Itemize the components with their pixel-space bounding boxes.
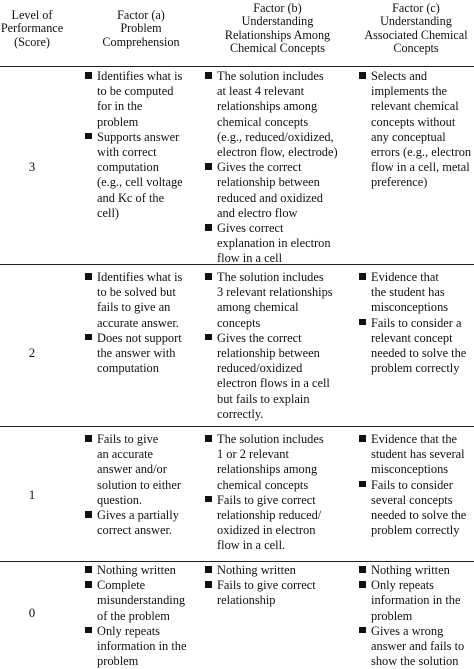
bullet-item bbox=[358, 563, 474, 578]
header-line: Level of bbox=[11, 8, 53, 22]
bullet-text-line: problem correctly bbox=[371, 361, 460, 376]
bullet-square-icon bbox=[85, 72, 92, 79]
bullet-text-line: Complete bbox=[97, 578, 146, 593]
bullet-text-line: answer and/or bbox=[97, 462, 167, 477]
header-line: Relationships Among bbox=[224, 27, 331, 42]
bullet-square-icon bbox=[85, 334, 92, 341]
bullet-text-line: (e.g., cell voltage bbox=[97, 175, 183, 190]
bullet-square-icon bbox=[359, 581, 366, 588]
bullet-text-line: any conceptual bbox=[371, 129, 446, 144]
bullet-text-line: problem bbox=[371, 608, 413, 623]
bullet-text-line: Does not support bbox=[97, 330, 182, 345]
bullet-text-line: needed to solve the bbox=[371, 508, 467, 523]
cell-factor-b bbox=[204, 563, 350, 609]
cell-factor-a bbox=[84, 270, 196, 376]
bullet-square-icon bbox=[359, 435, 366, 442]
bullet-item bbox=[358, 270, 474, 316]
cell-factor-c bbox=[358, 432, 474, 538]
bullet-text-line: computation bbox=[97, 361, 159, 376]
bullet-text-line: several concepts bbox=[371, 492, 453, 507]
bullet-text-line: cell) bbox=[97, 205, 120, 220]
bullet-text-line: relationship between bbox=[217, 346, 320, 361]
bullet-text-line: Gives the correct bbox=[217, 330, 302, 345]
bullet-text-line: information in the bbox=[371, 593, 461, 608]
bullet-item bbox=[204, 432, 350, 493]
bullet-square-icon bbox=[205, 334, 212, 341]
row-divider bbox=[0, 66, 474, 67]
bullet-square-icon bbox=[205, 72, 212, 79]
bullet-text-line: problem bbox=[97, 654, 139, 669]
bullet-text-line: misconceptions bbox=[371, 300, 449, 315]
bullet-text-line: problem correctly bbox=[371, 523, 460, 538]
bullet-square-icon bbox=[359, 481, 366, 488]
header-line: Factor (b) bbox=[253, 1, 302, 15]
header-line: Factor (c) bbox=[392, 1, 440, 15]
bullet-text-line: concepts without bbox=[371, 114, 456, 129]
bullet-text-line: relevant concept bbox=[371, 330, 453, 345]
bullet-text-line: relationships among bbox=[217, 99, 318, 114]
bullet-text-line: Evidence that bbox=[371, 270, 439, 284]
bullet-item bbox=[204, 270, 350, 331]
cell-factor-c bbox=[358, 563, 474, 669]
header-line: Problem bbox=[120, 21, 162, 36]
bullet-text-line: solution to either bbox=[97, 477, 181, 492]
bullet-text-line: Identifies what is bbox=[97, 270, 183, 284]
bullet-text-line: flow in a cell. bbox=[217, 538, 286, 553]
bullet-text-line: relationship bbox=[217, 593, 276, 608]
bullet-text-line: Identifies what is bbox=[97, 69, 183, 83]
bullet-item bbox=[204, 69, 350, 160]
bullet-text-line: 1 or 2 relevant bbox=[217, 447, 289, 462]
cell-factor-c bbox=[358, 69, 474, 191]
bullet-text-line: 3 relevant relationships bbox=[217, 285, 333, 300]
header-line: Chemical Concepts bbox=[229, 41, 326, 56]
header-line: Associated Chemical bbox=[364, 27, 468, 42]
bullet-text-line: concepts bbox=[217, 315, 261, 330]
bullet-text-line: Nothing written bbox=[97, 563, 176, 577]
bullet-item bbox=[84, 331, 196, 377]
bullet-text-line: Fails to give correct bbox=[217, 578, 316, 593]
score-value: 1 bbox=[28, 487, 36, 502]
bullet-text-line: Only repeats bbox=[371, 578, 434, 593]
bullet-text-line: Fails to give correct bbox=[217, 492, 316, 507]
bullet-text-line: Gives a wrong bbox=[371, 623, 444, 638]
header-line: Performance bbox=[0, 21, 64, 36]
bullet-text-line: relevant chemical bbox=[371, 99, 459, 114]
bullet-text-line: of the problem bbox=[97, 608, 170, 623]
bullet-text-line: to be computed bbox=[97, 84, 174, 99]
bullet-text-line: implements the bbox=[371, 84, 448, 99]
bullet-text-line: reduced/oxidized bbox=[217, 361, 303, 376]
bullet-text-line: the student has bbox=[371, 285, 445, 300]
bullet-text-line: student has several bbox=[371, 447, 465, 462]
bullet-item bbox=[84, 69, 196, 130]
bullet-text-line: oxidized in electron bbox=[217, 523, 316, 538]
bullet-square-icon bbox=[205, 163, 212, 170]
bullet-text-line: fails to give an bbox=[97, 300, 171, 315]
bullet-text-line: misunderstanding bbox=[97, 593, 186, 608]
bullet-text-line: Fails to consider a bbox=[371, 315, 462, 330]
bullet-square-icon bbox=[205, 496, 212, 503]
row-divider bbox=[0, 426, 474, 427]
bullet-text-line: flow in a cell, metal bbox=[371, 160, 470, 175]
bullet-text-line: to be solved but bbox=[97, 285, 176, 300]
bullet-square-icon bbox=[85, 273, 92, 280]
bullet-text-line: Evidence that the bbox=[371, 432, 458, 446]
bullet-item bbox=[84, 432, 196, 508]
bullet-square-icon bbox=[205, 273, 212, 280]
bullet-text-line: Gives correct bbox=[217, 221, 284, 236]
bullet-text-line: The solution includes bbox=[217, 69, 324, 83]
bullet-text-line: correct answer. bbox=[97, 523, 172, 538]
bullet-item bbox=[84, 563, 196, 578]
bullet-text-line: accurate answer. bbox=[97, 315, 179, 330]
bullet-text-line: with correct bbox=[97, 145, 157, 160]
bullet-text-line: computation bbox=[97, 160, 159, 175]
score-value: 3 bbox=[28, 159, 36, 174]
bullet-item bbox=[358, 69, 474, 191]
cell-factor-a bbox=[84, 432, 196, 538]
bullet-square-icon bbox=[85, 133, 92, 140]
bullet-square-icon bbox=[85, 581, 92, 588]
bullet-text-line: Nothing written bbox=[217, 563, 296, 577]
bullet-text-line: among chemical bbox=[217, 300, 299, 315]
bullet-text-line: relationship reduced/ bbox=[217, 508, 322, 523]
bullet-text-line: Gives a partially bbox=[97, 508, 179, 523]
bullet-text-line: Fails to give bbox=[97, 432, 159, 446]
bullet-text-line: answer and fails to bbox=[371, 639, 465, 654]
bullet-text-line: Nothing written bbox=[371, 563, 450, 577]
score-value: 2 bbox=[28, 345, 36, 360]
bullet-item bbox=[358, 478, 474, 539]
cell-factor-b bbox=[204, 432, 350, 554]
bullet-text-line: The solution includes bbox=[217, 432, 324, 446]
header-line: Understanding bbox=[380, 14, 452, 29]
cell-factor-b bbox=[204, 69, 350, 267]
bullet-item bbox=[204, 221, 350, 267]
bullet-text-line: for in the bbox=[97, 99, 143, 114]
bullet-text-line: problem bbox=[97, 114, 139, 129]
bullet-text-line: show the solution bbox=[371, 654, 459, 669]
bullet-text-line: relationships among bbox=[217, 462, 318, 477]
bullet-text-line: Fails to consider bbox=[371, 477, 453, 492]
bullet-item bbox=[204, 563, 350, 578]
bullet-text-line: at least 4 relevant bbox=[217, 84, 305, 99]
bullet-text-line: and electro flow bbox=[217, 205, 298, 220]
cell-factor-a bbox=[84, 69, 196, 221]
bullet-text-line: reduced and oxidized bbox=[217, 190, 323, 205]
bullet-square-icon bbox=[85, 511, 92, 518]
bullet-text-line: and Kc of the bbox=[97, 190, 165, 205]
bullet-item bbox=[204, 578, 350, 608]
bullet-square-icon bbox=[205, 581, 212, 588]
header-line: Factor (a) bbox=[117, 8, 165, 22]
header-line: Comprehension bbox=[102, 34, 180, 49]
cell-factor-b bbox=[204, 270, 350, 422]
bullet-item bbox=[358, 624, 474, 669]
bullet-square-icon bbox=[85, 435, 92, 442]
bullet-square-icon bbox=[85, 566, 92, 573]
bullet-text-line: Supports answer bbox=[97, 129, 180, 144]
bullet-item bbox=[204, 331, 350, 422]
bullet-item bbox=[358, 578, 474, 624]
bullet-square-icon bbox=[359, 273, 366, 280]
bullet-text-line: but fails to explain bbox=[217, 391, 310, 406]
bullet-text-line: Gives the correct bbox=[217, 160, 302, 175]
bullet-square-icon bbox=[85, 627, 92, 634]
bullet-item bbox=[358, 432, 474, 478]
bullet-square-icon bbox=[205, 224, 212, 231]
bullet-text-line: the answer with bbox=[97, 346, 176, 361]
header-line: Concepts bbox=[393, 41, 439, 56]
bullet-text-line: an accurate bbox=[97, 447, 154, 462]
bullet-square-icon bbox=[359, 627, 366, 634]
bullet-text-line: needed to solve the bbox=[371, 346, 467, 361]
bullet-square-icon bbox=[205, 566, 212, 573]
bullet-text-line: (e.g., reduced/oxidized, bbox=[217, 129, 334, 144]
bullet-text-line: explanation in electron bbox=[217, 236, 331, 251]
bullet-item bbox=[84, 578, 196, 624]
bullet-text-line: electron flow, electrode) bbox=[217, 145, 338, 160]
header-factor-b bbox=[205, 2, 350, 70]
cell-factor-a bbox=[84, 563, 196, 669]
header-factor-c bbox=[358, 2, 474, 70]
bullet-text-line: relationship between bbox=[217, 175, 320, 190]
bullet-text-line: electron flows in a cell bbox=[217, 376, 330, 391]
bullet-square-icon bbox=[359, 72, 366, 79]
bullet-text-line: chemical concepts bbox=[217, 114, 309, 129]
bullet-item bbox=[84, 508, 196, 538]
header-line: (Score) bbox=[14, 34, 50, 49]
bullet-square-icon bbox=[359, 566, 366, 573]
bullet-text-line: Only repeats bbox=[97, 623, 160, 638]
bullet-item bbox=[84, 130, 196, 221]
bullet-text-line: question. bbox=[97, 492, 143, 507]
bullet-text-line: preference) bbox=[371, 175, 428, 190]
bullet-item bbox=[84, 624, 196, 669]
bullet-square-icon bbox=[205, 435, 212, 442]
bullet-text-line: information in the bbox=[97, 639, 187, 654]
bullet-text-line: chemical concepts bbox=[217, 477, 309, 492]
bullet-item bbox=[204, 493, 350, 554]
bullet-text-line: misconceptions bbox=[371, 462, 449, 477]
bullet-item bbox=[204, 160, 350, 221]
bullet-item bbox=[84, 270, 196, 331]
bullet-text-line: errors (e.g., electron bbox=[371, 145, 472, 160]
cell-factor-c bbox=[358, 270, 474, 376]
bullet-item bbox=[358, 316, 474, 377]
bullet-text-line: Selects and bbox=[371, 69, 428, 83]
score-value: 0 bbox=[28, 605, 36, 620]
bullet-square-icon bbox=[359, 319, 366, 326]
bullet-text-line: correctly. bbox=[217, 406, 264, 421]
header-line: Understanding bbox=[241, 14, 314, 29]
bullet-text-line: flow in a cell bbox=[217, 251, 283, 266]
bullet-text-line: The solution includes bbox=[217, 270, 324, 284]
